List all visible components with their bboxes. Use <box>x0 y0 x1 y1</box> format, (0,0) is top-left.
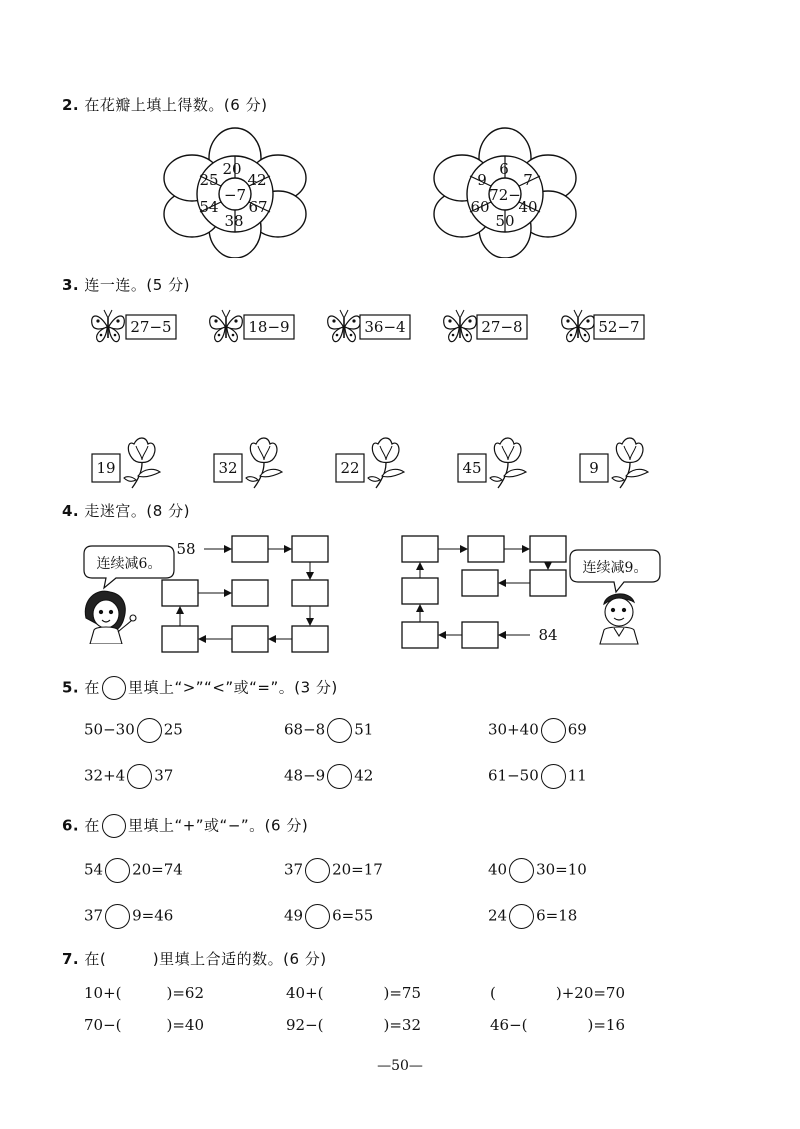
flower-number: 22 <box>340 459 360 477</box>
maze-box-left <box>232 626 268 652</box>
operator-item <box>488 858 587 883</box>
flower-card <box>336 438 404 488</box>
butterfly-icon <box>562 310 595 342</box>
answer-circle-icon <box>102 676 126 700</box>
tulip-icon <box>490 438 526 488</box>
compare-left: 30+40 <box>488 720 539 739</box>
q6-heading <box>62 814 308 838</box>
boy-icon <box>600 594 638 644</box>
fill-blank-item[interactable]: 70−( )=40 <box>84 1016 205 1034</box>
compare-right: 25 <box>163 720 183 739</box>
tulip-icon <box>368 438 404 488</box>
maze-box-left <box>292 580 328 606</box>
q7-heading <box>62 948 327 969</box>
maze-box-right <box>402 578 438 604</box>
fill-blank-item[interactable]: ( )+20=70 <box>490 984 626 1002</box>
q6-text-post: 里填上“+”或“−”。(6 分) <box>127 816 309 835</box>
petal-value: 38 <box>224 212 244 230</box>
maze-box-right <box>462 570 498 596</box>
operator-left: 54 <box>84 860 104 879</box>
boy-with-bubble <box>568 546 668 646</box>
operator-left: 40 <box>488 860 508 879</box>
butterfly-expression: 36−4 <box>364 318 406 336</box>
q3-number: 3. <box>62 276 80 294</box>
petal-value: 54 <box>199 198 219 216</box>
tulip-icon <box>612 438 648 488</box>
q5-text-pre: 在 <box>84 678 100 697</box>
maze-box-right <box>402 536 438 562</box>
answer-circle[interactable] <box>327 718 352 743</box>
operator-right: 6=18 <box>536 906 578 925</box>
girl-icon <box>85 591 136 644</box>
maze-box-right <box>402 622 438 648</box>
operator-right: 30=10 <box>536 860 587 879</box>
compare-item <box>488 764 587 789</box>
compare-item <box>488 718 587 743</box>
operator-item <box>84 858 183 883</box>
butterfly-icon <box>328 310 361 342</box>
maze-box-left <box>232 580 268 606</box>
answer-circle[interactable] <box>541 764 566 789</box>
flower-number: 9 <box>589 459 599 477</box>
compare-right: 37 <box>154 766 174 785</box>
answer-circle[interactable] <box>509 904 534 929</box>
q2-text: 在花瓣上填上得数。(6 分) <box>84 96 268 114</box>
operator-right: 20=74 <box>132 860 183 879</box>
flower-card <box>580 438 648 488</box>
left-bubble-text: 连续减6。 <box>96 556 162 572</box>
q3-heading <box>62 274 190 295</box>
operator-item <box>284 858 383 883</box>
butterfly-card <box>562 310 644 342</box>
maze-box-right <box>462 622 498 648</box>
butterfly-row <box>86 304 746 344</box>
q5-heading <box>62 676 338 700</box>
compare-item <box>284 764 373 789</box>
operator-right: 6=55 <box>332 906 374 925</box>
flower-1-center: −7 <box>223 186 247 204</box>
maze-box-right <box>530 570 566 596</box>
flower-card <box>214 438 282 488</box>
answer-circle[interactable] <box>509 858 534 883</box>
answer-circle[interactable] <box>305 858 330 883</box>
flower-1 <box>160 126 310 258</box>
flower-number: 32 <box>218 459 238 477</box>
flower-number: 45 <box>462 459 482 477</box>
operator-item <box>84 904 173 929</box>
answer-circle-icon <box>102 814 126 838</box>
q5-text-post: 里填上“>”“<”或“=”。(3 分) <box>127 678 338 697</box>
petal-value: 60 <box>470 198 490 216</box>
compare-right: 42 <box>354 766 374 785</box>
operator-item <box>488 904 577 929</box>
q2-number: 2. <box>62 96 80 114</box>
petal-value: 42 <box>247 171 267 189</box>
answer-circle[interactable] <box>327 764 352 789</box>
compare-item <box>84 718 183 743</box>
maze-box-left <box>232 536 268 562</box>
compare-right: 51 <box>354 720 374 739</box>
q6-text-pre: 在 <box>84 816 100 835</box>
tulip-icon <box>246 438 282 488</box>
petal-value: 40 <box>518 198 538 216</box>
petal-value: 25 <box>199 171 219 189</box>
butterfly-expression: 52−7 <box>598 318 640 336</box>
petal-value: 7 <box>523 171 533 189</box>
petal-value: 67 <box>248 198 268 216</box>
compare-left: 48−9 <box>284 766 326 785</box>
q4-text: 走迷宫。(8 分) <box>84 502 190 520</box>
butterfly-card <box>210 310 294 342</box>
right-bubble-text: 连续减9。 <box>582 560 648 576</box>
page-number: —50— <box>377 1058 423 1074</box>
fill-blank-item[interactable]: 40+( )=75 <box>286 984 422 1002</box>
compare-left: 32+4 <box>84 766 126 785</box>
q7-text: 在( )里填上合适的数。(6 分) <box>84 950 327 968</box>
petal-value: 50 <box>495 212 515 230</box>
butterfly-icon <box>444 310 477 342</box>
q4-heading <box>62 500 190 521</box>
butterfly-card <box>328 310 410 342</box>
operator-right: 9=46 <box>132 906 174 925</box>
compare-right: 11 <box>567 766 587 785</box>
flower-card <box>92 438 160 488</box>
answer-circle[interactable] <box>305 904 330 929</box>
butterfly-icon <box>92 310 125 342</box>
answer-circle[interactable] <box>137 718 162 743</box>
compare-right: 69 <box>567 720 587 739</box>
q4-number: 4. <box>62 502 80 520</box>
operator-left: 49 <box>284 906 304 925</box>
butterfly-expression: 27−8 <box>481 318 523 336</box>
butterfly-card <box>444 310 527 342</box>
answer-circle[interactable] <box>541 718 566 743</box>
q2-heading <box>62 94 267 115</box>
petal-value: 20 <box>222 160 242 178</box>
answer-circle[interactable] <box>105 904 130 929</box>
fill-blank-item[interactable]: 92−( )=32 <box>286 1016 422 1034</box>
operator-left: 24 <box>488 906 508 925</box>
answer-circle[interactable] <box>127 764 152 789</box>
flower-number: 19 <box>96 459 116 477</box>
q7-number: 7. <box>62 950 80 968</box>
compare-item <box>84 764 173 789</box>
fill-blank-item[interactable]: 10+( )=62 <box>84 984 205 1002</box>
operator-item <box>284 904 373 929</box>
butterfly-expression: 27−5 <box>130 318 172 336</box>
petal-value: 9 <box>477 171 487 189</box>
butterfly-icon <box>210 310 243 342</box>
operator-right: 20=17 <box>332 860 383 879</box>
q5-number: 5. <box>62 678 80 697</box>
fill-blank-item[interactable]: 46−( )=16 <box>490 1016 626 1034</box>
right-maze-start: 84 <box>538 626 558 644</box>
petal-value: 6 <box>499 160 509 178</box>
operator-left: 37 <box>284 860 304 879</box>
flower-card-row <box>86 434 746 490</box>
left-maze-start: 58 <box>176 540 196 558</box>
butterfly-expression: 18−9 <box>248 318 290 336</box>
compare-left: 61−50 <box>488 766 539 785</box>
operator-left: 37 <box>84 906 104 925</box>
flower-card <box>458 438 526 488</box>
maze-box-left <box>292 626 328 652</box>
answer-circle[interactable] <box>105 858 130 883</box>
maze-box-left <box>292 536 328 562</box>
flower-2-center: 72− <box>489 186 521 204</box>
compare-left: 68−8 <box>284 720 326 739</box>
compare-item <box>284 718 373 743</box>
flower-2 <box>430 126 580 258</box>
girl-with-bubble <box>82 540 182 644</box>
maze-box-right <box>530 536 566 562</box>
butterfly-card <box>92 310 176 342</box>
q3-text: 连一连。(5 分) <box>84 276 190 294</box>
q6-number: 6. <box>62 816 80 835</box>
tulip-icon <box>124 438 160 488</box>
compare-left: 50−30 <box>84 720 135 739</box>
maze-box-right <box>468 536 504 562</box>
